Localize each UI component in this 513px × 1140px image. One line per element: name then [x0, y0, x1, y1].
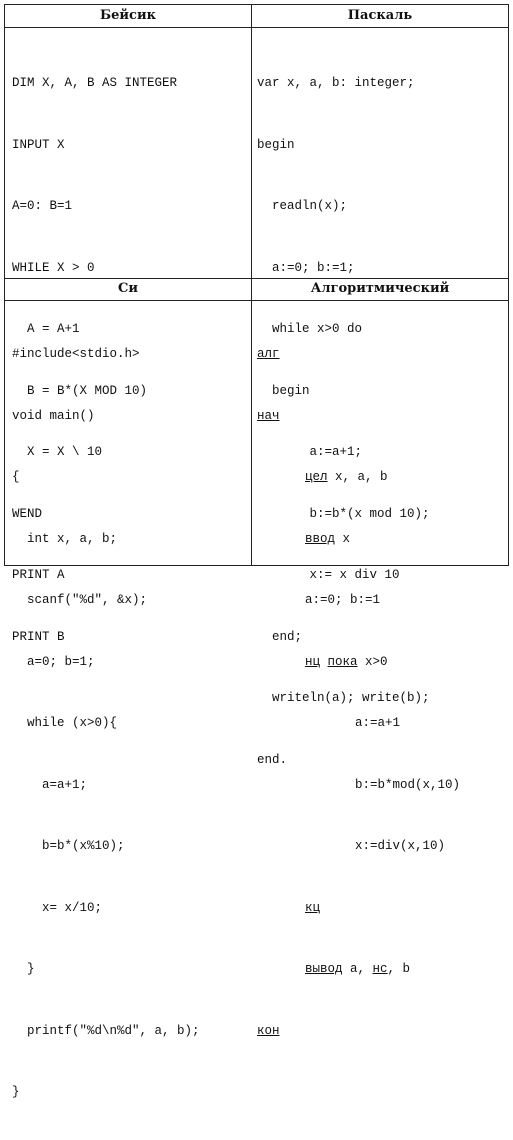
c-line: void main()	[12, 408, 95, 423]
c-line: #include<stdio.h>	[12, 347, 140, 361]
c-line: {	[12, 470, 20, 484]
pascal-line: a:=a+1;	[257, 445, 363, 459]
c-line: printf("%d\n%d", a, b);	[12, 1023, 200, 1038]
keyword: нач	[257, 408, 280, 423]
algo-line	[257, 652, 460, 673]
algo-line: a:=0; b:=1	[305, 593, 381, 607]
algo-line	[257, 1021, 460, 1042]
algo-line	[257, 529, 460, 550]
pascal-line: end;	[257, 629, 303, 644]
pascal-line: writeln(a); write(b);	[257, 691, 430, 705]
basic-line: DIM X, A, B AS INTEGER	[12, 76, 178, 90]
basic-line: A=0: B=1	[12, 199, 73, 213]
c-line: b=b*(x%10);	[12, 839, 125, 853]
algo-text: x	[335, 531, 351, 546]
c-line: while (x>0){	[12, 716, 118, 730]
algo-line	[257, 406, 460, 427]
header-basic: Бейсик	[100, 8, 156, 23]
algo-line: x:=div(x,10)	[355, 839, 446, 853]
algo-line: a:=a+1	[355, 716, 401, 730]
keyword: вывод	[305, 962, 343, 976]
basic-line: PRINT B	[12, 629, 65, 644]
c-line: }	[12, 1085, 20, 1099]
algo-line	[257, 898, 460, 919]
keyword: алг	[257, 347, 280, 361]
basic-line: WEND	[12, 506, 43, 521]
header-divider-top	[5, 27, 508, 28]
keyword: пока	[327, 654, 358, 669]
c-line: }	[12, 962, 35, 976]
basic-line: WHILE X > 0	[12, 260, 95, 275]
c-code	[12, 303, 200, 1140]
algo-text: x>0	[357, 654, 388, 669]
algo-text: x, a, b	[327, 470, 388, 484]
program-listing-table	[4, 4, 509, 1099]
algo-line	[257, 959, 460, 980]
c-line: a=a+1;	[12, 777, 88, 792]
header-c: Си	[118, 281, 138, 296]
algo-text: a,	[342, 962, 373, 976]
pascal-line: x:= x div 10	[257, 568, 400, 582]
c-line: x= x/10;	[12, 900, 103, 915]
keyword: нц	[305, 654, 321, 669]
pascal-line: b:=b*(x mod 10);	[257, 506, 430, 521]
basic-line: INPUT X	[12, 137, 65, 152]
pascal-line: begin	[257, 383, 310, 398]
pascal-line: end.	[257, 752, 288, 767]
keyword: кон	[257, 1023, 280, 1038]
pascal-line: var x, a, b: integer;	[257, 76, 415, 90]
basic-line: A = A+1	[12, 322, 80, 336]
c-line: int x, a, b;	[12, 531, 118, 546]
keyword: ввод	[305, 531, 336, 546]
algo-text: , b	[387, 962, 411, 976]
basic-line: X = X \ 10	[12, 445, 103, 459]
algo-line	[257, 344, 460, 365]
algo-line	[257, 467, 460, 488]
basic-line: PRINT A	[12, 568, 65, 582]
algo-line: b:=b*mod(x,10)	[355, 777, 461, 792]
algorithmic-code	[257, 303, 460, 1082]
basic-line: B = B*(X MOD 10)	[12, 383, 148, 398]
c-line: scanf("%d", &x);	[12, 593, 148, 607]
keyword: цел	[305, 470, 328, 484]
c-line: a=0; b=1;	[12, 654, 95, 669]
pascal-line: a:=0; b:=1;	[257, 260, 355, 275]
header-algorithmic: Алгоритмический	[310, 281, 450, 296]
keyword: кц	[305, 900, 321, 915]
pascal-line: readln(x);	[257, 199, 348, 213]
pascal-line: while x>0 do	[257, 322, 363, 336]
header-pascal: Паскаль	[347, 8, 413, 23]
keyword: нс	[372, 962, 388, 976]
pascal-line: begin	[257, 137, 295, 152]
